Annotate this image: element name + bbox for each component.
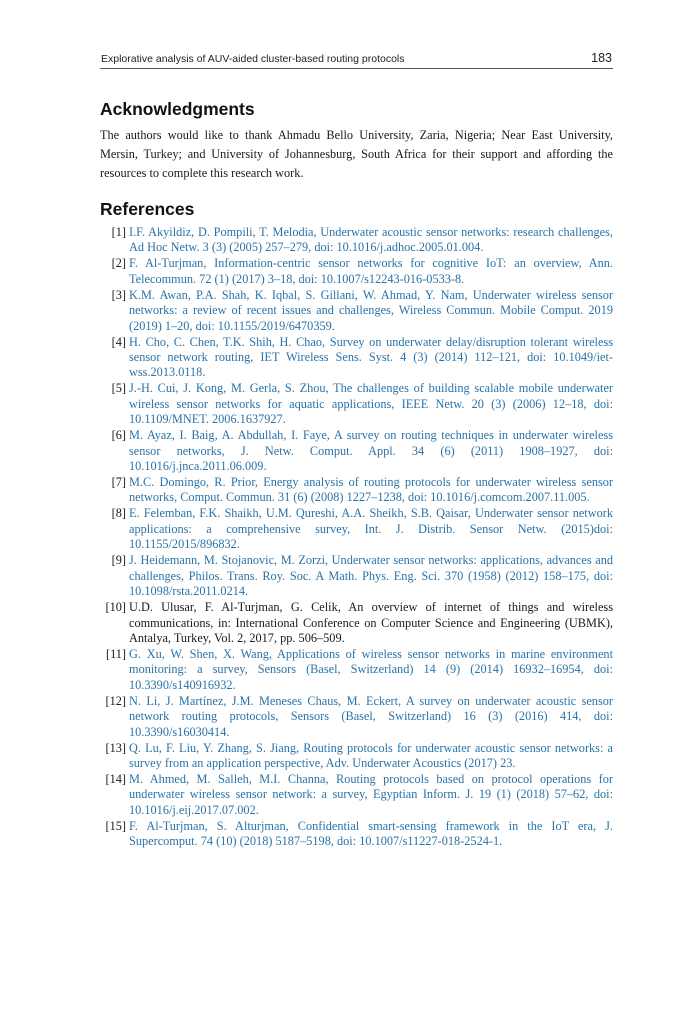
reference-item[interactable]	[100, 694, 613, 740]
reference-item[interactable]	[100, 475, 613, 506]
reference-number: [4]	[111, 334, 126, 349]
reference-link[interactable]: E. Felemban, F.K. Shaikh, U.M. Qureshi, A.A. Sheikh, S.B. Qaisar, Underwater sensor network applications: a comprehensive survey, Int. J. Distrib. Sensor Netw. (2015)doi: 10.1155/2015/896832.	[129, 506, 613, 552]
reference-number: [6]	[111, 428, 126, 443]
reference-item[interactable]	[100, 647, 613, 693]
reference-item	[100, 600, 613, 646]
reference-list	[100, 225, 613, 850]
reference-link[interactable]: F. Al-Turjman, Information-centric sensor networks for cognitive IoT: an overview, Ann. Telecommun. 72 (1) (2017) 3–18, doi: 10.1007/s12243-016-0533-8.	[129, 256, 613, 286]
reference-item[interactable]	[100, 381, 613, 427]
reference-link[interactable]: J.-H. Cui, J. Kong, M. Gerla, S. Zhou, The challenges of building scalable mobile underwater wireless sensor networks for aquatic applications, IEEE Netw. 20 (3) (2006) 12–18, doi: 10.1109/MNET. 2006.1637927.	[129, 381, 613, 427]
reference-number: [12]	[105, 693, 126, 708]
reference-link[interactable]: M.C. Domingo, R. Prior, Energy analysis of routing protocols for underwater wireless sensor networks, Comput. Commun. 31 (6) (2008) 1227–1238, doi: 10.1016/j.comcom.2007.11.005.	[129, 475, 613, 505]
reference-link[interactable]: J. Heidemann, M. Stojanovic, M. Zorzi, Underwater sensor networks: applications, advances and challenges, Philos. Trans. Roy. Soc. A Math. Phys. Eng. Sci. 370 (1958) (2012) 158–175, doi: 10.1098/rsta.2011.0214.	[129, 553, 613, 599]
reference-link[interactable]: H. Cho, C. Chen, T.K. Shih, H. Chao, Survey on underwater delay/disruption tolerant wireless sensor network routing, IET Wireless Sens. Syst. 4 (3) (2014) 112–121, doi: 10.1049/iet-wss.2013.0118.	[129, 334, 613, 380]
reference-number: [3]	[111, 287, 126, 302]
reference-link[interactable]: N. Li, J. Martínez, J.M. Meneses Chaus, M. Eckert, A survey on underwater acoustic sensor network routing protocols, Sensors (Basel, Switzerland) 16 (3) (2016) 414, doi: 10.3390/s16030414.	[129, 693, 613, 739]
reference-item[interactable]	[100, 772, 613, 818]
reference-item[interactable]	[100, 256, 613, 287]
reference-item[interactable]	[100, 335, 613, 381]
reference-link[interactable]: I.F. Akyildiz, D. Pompili, T. Melodia, Underwater acoustic sensor networks: research challenges, Ad Hoc Netw. 3 (3) (2005) 257–279, doi: 10.1016/j.adhoc.2005.01.004.	[129, 225, 613, 255]
running-header	[100, 52, 613, 69]
reference-link[interactable]: M. Ayaz, I. Baig, A. Abdullah, I. Faye, A survey on routing techniques in underwater wireless sensor networks, J. Netw. Comput. Appl. 34 (6) (2011) 1908–1927, doi: 10.1016/j.jnca.2011.06.009.	[129, 428, 613, 474]
reference-item[interactable]	[100, 288, 613, 334]
reference-item[interactable]	[100, 553, 613, 599]
running-title: Explorative analysis of AUV-aided cluster-based routing protocols	[101, 53, 405, 65]
reference-number: [13]	[105, 740, 126, 755]
page-number: 183	[591, 51, 612, 65]
reference-number: [7]	[111, 475, 126, 490]
reference-number: [8]	[111, 506, 126, 521]
reference-text: U.D. Ulusar, F. Al-Turjman, G. Celik, An overview of internet of things and wireless communications, in: International Conference on Computer Science and Engineering (UBMK), Antalya, Turkey, Vol. 2, 2017, pp. 506–509.	[129, 600, 613, 645]
reference-link[interactable]: M. Ahmed, M. Salleh, M.I. Channa, Routing protocols based on protocol operations for underwater wireless sensor network: a survey, Egyptian Inform. J. 19 (1) (2018) 57–62, doi: 10.1016/j.eij.2017.07.002.	[129, 771, 613, 817]
reference-number: [14]	[105, 771, 126, 786]
references-heading: References	[100, 199, 195, 219]
reference-number: [9]	[111, 553, 126, 568]
reference-item[interactable]	[100, 428, 613, 474]
reference-item[interactable]	[100, 506, 613, 552]
reference-link[interactable]: K.M. Awan, P.A. Shah, K. Iqbal, S. Gillani, W. Ahmad, Y. Nam, Underwater wireless sensor networks: a review of recent issues and challenges, Wireless Commun. Mobile Comput. 2019 (2019) 1–20, doi: 10.1155/2019/6470359.	[129, 287, 613, 333]
reference-item[interactable]	[100, 225, 613, 256]
reference-item[interactable]	[100, 819, 613, 850]
reference-number: [15]	[105, 818, 126, 833]
reference-link[interactable]: F. Al-Turjman, S. Alturjman, Confidential smart-sensing framework in the IoT era, J. Supercomput. 74 (10) (2018) 5187–5198, doi: 10.1007/s11227-018-2524-1.	[129, 818, 613, 849]
reference-item[interactable]	[100, 741, 613, 772]
acknowledgments-heading: Acknowledgments	[100, 99, 255, 119]
reference-number: [5]	[111, 381, 126, 396]
reference-number: [10]	[105, 600, 126, 615]
reference-link[interactable]: Q. Lu, F. Liu, Y. Zhang, S. Jiang, Routing protocols for underwater acoustic sensor networks: a survey from an application perspective, Adv. Underwater Acoustics (2017) 23.	[129, 740, 613, 770]
reference-link[interactable]: G. Xu, W. Shen, X. Wang, Applications of wireless sensor networks in marine environment monitoring: a survey, Sensors (Basel, Switzerland) 14 (9) (2014) 16932–16954, doi: 10.3390/s140916932.	[129, 646, 613, 692]
reference-number: [2]	[111, 256, 126, 271]
acknowledgments-text: The authors would like to thank Ahmadu Bello University, Zaria, Nigeria; Near East University, Mersin, Turkey; and University of Johannesburg, South Africa for their support and affording the resources to complete this research work.	[100, 128, 613, 180]
reference-number: [11]	[105, 646, 126, 661]
reference-number: [1]	[111, 225, 126, 239]
